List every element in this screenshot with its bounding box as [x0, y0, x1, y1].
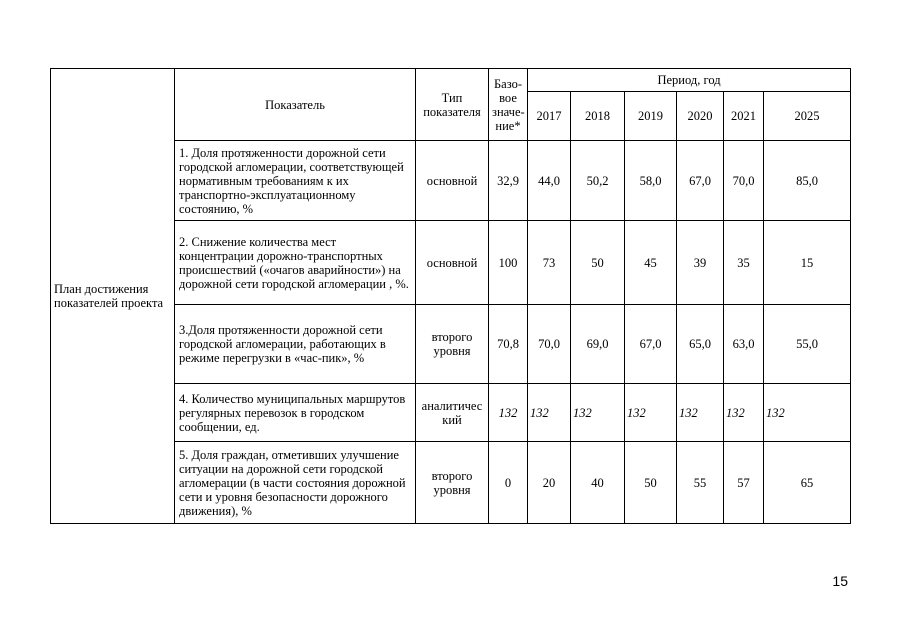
year-value: 44,0 [528, 141, 571, 221]
year-value: 85,0 [764, 141, 851, 221]
year-value: 55,0 [764, 305, 851, 384]
year-value: 20 [528, 442, 571, 524]
year-value: 15 [764, 221, 851, 305]
indicators-table-container [50, 68, 850, 524]
header-year: 2017 [528, 92, 571, 141]
year-value: 67,0 [677, 141, 724, 221]
header-year: 2021 [724, 92, 764, 141]
year-value: 58,0 [625, 141, 677, 221]
header-indicator: Показатель [175, 69, 416, 141]
year-value: 55 [677, 442, 724, 524]
year-value: 132 [764, 384, 851, 442]
indicator-name: 3.Доля протяженности дорожной сети городской агломерации, работающих в режиме перегрузки в «час-пик», % [175, 305, 416, 384]
section-label: План достижения показателей проекта [51, 69, 175, 524]
header-base: Базо-вое значе-ние* [489, 69, 528, 141]
year-value: 73 [528, 221, 571, 305]
year-value: 57 [724, 442, 764, 524]
base-value: 132 [489, 384, 528, 442]
header-period: Период, год [528, 69, 851, 92]
year-value: 63,0 [724, 305, 764, 384]
year-value: 65 [764, 442, 851, 524]
year-value: 40 [571, 442, 625, 524]
year-value: 67,0 [625, 305, 677, 384]
base-value: 32,9 [489, 141, 528, 221]
base-value: 0 [489, 442, 528, 524]
year-value: 39 [677, 221, 724, 305]
base-value: 70,8 [489, 305, 528, 384]
year-value: 132 [528, 384, 571, 442]
year-value: 132 [677, 384, 724, 442]
year-value: 50 [571, 221, 625, 305]
year-value: 65,0 [677, 305, 724, 384]
year-value: 50,2 [571, 141, 625, 221]
indicator-type: второго уровня [416, 442, 489, 524]
header-year: 2025 [764, 92, 851, 141]
indicator-name: 2. Снижение количества мест концентрации дорожно-транспортных происшествий («очагов аварийности») на дорожной сети городской агломерации , %. [175, 221, 416, 305]
year-value: 132 [571, 384, 625, 442]
indicator-name: 4. Количество муниципальных маршрутов регулярных перевозок в городском сообщении, ед. [175, 384, 416, 442]
indicators-table [50, 68, 851, 524]
header-year: 2019 [625, 92, 677, 141]
base-value: 100 [489, 221, 528, 305]
page-number: 15 [832, 573, 848, 589]
year-value: 69,0 [571, 305, 625, 384]
year-value: 50 [625, 442, 677, 524]
indicator-type: аналитический [416, 384, 489, 442]
year-value: 45 [625, 221, 677, 305]
indicator-type: основной [416, 221, 489, 305]
year-value: 70,0 [528, 305, 571, 384]
indicator-name: 1. Доля протяженности дорожной сети городской агломерации, соответствующей нормативным требованиям к их транспортно-эксплуатационному состоянию, % [175, 141, 416, 221]
year-value: 132 [625, 384, 677, 442]
year-value: 132 [724, 384, 764, 442]
indicator-type: второго уровня [416, 305, 489, 384]
year-value: 70,0 [724, 141, 764, 221]
header-row [51, 69, 851, 92]
header-type: Тип показателя [416, 69, 489, 141]
header-year: 2018 [571, 92, 625, 141]
indicator-type: основной [416, 141, 489, 221]
year-value: 35 [724, 221, 764, 305]
indicator-name: 5. Доля граждан, отметивших улучшение ситуации на дорожной сети городской агломерации (в части состояния дорожной сети и уровня безопасности дорожного движения), % [175, 442, 416, 524]
header-year: 2020 [677, 92, 724, 141]
